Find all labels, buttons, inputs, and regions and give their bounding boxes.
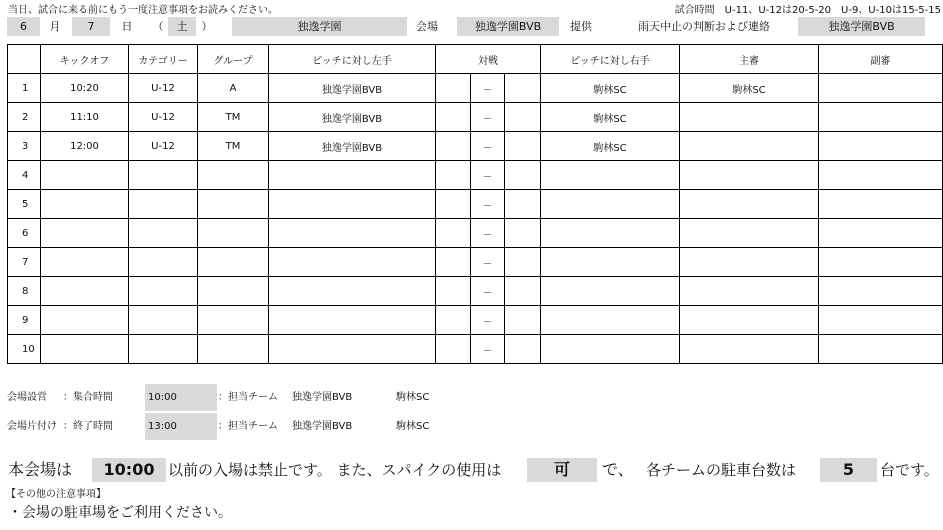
kickoff-cell: 10:20 <box>41 74 129 103</box>
score-left-cell <box>436 132 471 161</box>
table-row <box>8 219 943 248</box>
col-right-team: ピッチに対し右手 <box>541 45 680 74</box>
kickoff-cell <box>41 335 129 364</box>
paren-open: （ <box>152 20 164 33</box>
entry-time: 10:00 <box>92 458 166 482</box>
category-cell <box>129 219 198 248</box>
right-team-cell <box>541 161 680 190</box>
score-left-cell <box>436 103 471 132</box>
rule-part4: 各チームの駐車台数は <box>646 461 797 479</box>
category-cell: U-12 <box>129 132 198 161</box>
kickoff-cell <box>41 248 129 277</box>
group-cell: TM <box>198 132 269 161</box>
score-right-cell <box>505 277 541 306</box>
row-number: 2 <box>8 103 41 132</box>
table-row <box>8 132 943 161</box>
table-row <box>8 190 943 219</box>
referee-cell <box>680 132 819 161</box>
table-row <box>8 306 943 335</box>
col-kickoff: キックオフ <box>41 45 129 74</box>
cleanup-time: 13:00 <box>145 413 217 440</box>
score-left-cell <box>436 74 471 103</box>
score-left-cell <box>436 190 471 219</box>
assistant-cell <box>819 248 943 277</box>
left-team-cell <box>269 219 436 248</box>
score-right-cell <box>505 190 541 219</box>
dash-cell: － <box>471 103 505 132</box>
venue-value: 独逸学園BVB <box>457 17 559 36</box>
right-team-cell <box>541 306 680 335</box>
score-left-cell <box>436 335 471 364</box>
category-cell <box>129 306 198 335</box>
referee-cell <box>680 306 819 335</box>
score-right-cell <box>505 248 541 277</box>
dash-cell: － <box>471 335 505 364</box>
group-cell <box>198 277 269 306</box>
score-left-cell <box>436 277 471 306</box>
dash-cell: － <box>471 248 505 277</box>
referee-cell <box>680 277 819 306</box>
col-assistant: 副審 <box>819 45 943 74</box>
left-team-cell <box>269 277 436 306</box>
organizer-value: 独逸学園 <box>232 17 407 36</box>
day-value: 7 <box>72 17 110 36</box>
dash-cell: － <box>471 277 505 306</box>
right-team-cell <box>541 248 680 277</box>
category-cell <box>129 335 198 364</box>
left-team-cell: 独逸学園BVB <box>269 132 436 161</box>
match-time-info: 試合時間 U-11、U-12は20-5-20 U-9、U-10は15-5-15 <box>674 5 941 16</box>
row-number: 4 <box>8 161 41 190</box>
rule-part1: 本会場は <box>8 460 73 479</box>
rule-part3: で、 <box>602 460 634 479</box>
col-match: 対戦 <box>436 45 541 74</box>
left-team-cell <box>269 190 436 219</box>
left-team-cell: 独逸学園BVB <box>269 74 436 103</box>
dash-cell: － <box>471 74 505 103</box>
setup-team-label: ：担当チーム <box>218 392 278 403</box>
venue-label: 会場 <box>416 20 438 33</box>
kickoff-cell <box>41 190 129 219</box>
group-cell <box>198 335 269 364</box>
group-cell <box>198 306 269 335</box>
cleanup-team-label: ：担当チーム <box>218 421 278 432</box>
category-cell <box>129 190 198 219</box>
right-team-cell: 駒林SC <box>541 132 680 161</box>
referee-cell <box>680 161 819 190</box>
setup-team1: 独逸学園BVB <box>292 392 353 403</box>
category-cell <box>129 248 198 277</box>
left-team-cell <box>269 335 436 364</box>
score-right-cell <box>505 306 541 335</box>
left-team-cell: 独逸学園BVB <box>269 103 436 132</box>
cleanup-time-label: ：終了時間 <box>63 421 113 432</box>
right-team-cell <box>541 277 680 306</box>
score-left-cell <box>436 219 471 248</box>
dash-cell: － <box>471 306 505 335</box>
rain-contact-value: 独逸学園BVB <box>798 17 925 36</box>
right-team-cell <box>541 335 680 364</box>
category-cell <box>129 161 198 190</box>
referee-cell <box>680 190 819 219</box>
entry-rules <box>8 458 943 482</box>
header-row <box>0 17 943 36</box>
left-team-cell <box>269 161 436 190</box>
assistant-cell <box>819 161 943 190</box>
table-header-row <box>8 45 943 74</box>
day-label: 日 <box>121 20 133 33</box>
group-cell <box>198 161 269 190</box>
col-no <box>8 45 41 74</box>
row-number: 10 <box>8 335 41 364</box>
cleanup-team2: 駒林SC <box>396 421 430 432</box>
assistant-cell <box>819 277 943 306</box>
other-notes-title: 【その他の注意事項】 <box>6 489 106 500</box>
notice-text: 当日、試合に来る前にもう一度注意事項をお読みください。 <box>8 5 278 16</box>
dash-cell: － <box>471 161 505 190</box>
dash-cell: － <box>471 219 505 248</box>
row-number: 1 <box>8 74 41 103</box>
referee-cell <box>680 103 819 132</box>
category-cell: U-12 <box>129 103 198 132</box>
cleanup-row <box>7 413 942 440</box>
assistant-cell <box>819 219 943 248</box>
assistant-cell <box>819 103 943 132</box>
paren-close: ） <box>201 20 213 33</box>
score-right-cell <box>505 335 541 364</box>
assistant-cell <box>819 335 943 364</box>
col-referee: 主審 <box>680 45 819 74</box>
provider-label: 提供 <box>570 20 592 33</box>
rule-part5: 台です。 <box>880 461 939 479</box>
left-team-cell <box>269 248 436 277</box>
row-number: 9 <box>8 306 41 335</box>
right-team-cell <box>541 219 680 248</box>
right-team-cell: 駒林SC <box>541 74 680 103</box>
cleanup-label: 会場片付け <box>7 421 57 432</box>
kickoff-cell <box>41 306 129 335</box>
table-row <box>8 248 943 277</box>
score-right-cell <box>505 132 541 161</box>
setup-team2: 駒林SC <box>396 392 430 403</box>
setup-time-label: ：集合時間 <box>63 392 113 403</box>
table-row <box>8 277 943 306</box>
month-label: 月 <box>49 20 61 33</box>
rain-label: 雨天中止の判断および連絡 <box>638 20 770 33</box>
referee-cell <box>680 335 819 364</box>
schedule-table <box>7 44 943 364</box>
kickoff-cell: 12:00 <box>41 132 129 161</box>
parking-count: 5 <box>820 458 877 482</box>
assistant-cell <box>819 190 943 219</box>
category-cell <box>129 277 198 306</box>
kickoff-cell <box>41 219 129 248</box>
weekday-value: 土 <box>168 17 196 36</box>
referee-cell <box>680 219 819 248</box>
group-cell: A <box>198 74 269 103</box>
group-cell <box>198 248 269 277</box>
row-number: 7 <box>8 248 41 277</box>
table-row <box>8 335 943 364</box>
table-row <box>8 74 943 103</box>
row-number: 3 <box>8 132 41 161</box>
rule-part2: 以前の入場は禁止です。 また、スパイクの使用は <box>168 461 502 479</box>
right-team-cell <box>541 190 680 219</box>
row-number: 8 <box>8 277 41 306</box>
score-right-cell <box>505 74 541 103</box>
table-row <box>8 103 943 132</box>
assistant-cell <box>819 132 943 161</box>
kickoff-cell <box>41 161 129 190</box>
setup-time: 10:00 <box>145 384 217 411</box>
table-row <box>8 161 943 190</box>
group-cell: TM <box>198 103 269 132</box>
cleanup-team1: 独逸学園BVB <box>292 421 353 432</box>
group-cell <box>198 219 269 248</box>
col-category: カテゴリー <box>129 45 198 74</box>
col-group: グループ <box>198 45 269 74</box>
spike-allowed: 可 <box>527 458 597 482</box>
score-right-cell <box>505 103 541 132</box>
assistant-cell <box>819 306 943 335</box>
assistant-cell <box>819 74 943 103</box>
row-number: 5 <box>8 190 41 219</box>
right-team-cell: 駒林SC <box>541 103 680 132</box>
score-left-cell <box>436 306 471 335</box>
score-right-cell <box>505 219 541 248</box>
score-right-cell <box>505 161 541 190</box>
kickoff-cell <box>41 277 129 306</box>
dash-cell: － <box>471 132 505 161</box>
score-left-cell <box>436 161 471 190</box>
setup-label: 会場設営 <box>7 392 47 403</box>
referee-cell: 駒林SC <box>680 74 819 103</box>
note-parking: ・会場の駐車場をご利用ください。 <box>8 505 232 521</box>
month-value: 6 <box>7 17 40 36</box>
left-team-cell <box>269 306 436 335</box>
row-number: 6 <box>8 219 41 248</box>
col-left-team: ピッチに対し左手 <box>269 45 436 74</box>
kickoff-cell: 11:10 <box>41 103 129 132</box>
referee-cell <box>680 248 819 277</box>
dash-cell: － <box>471 190 505 219</box>
category-cell: U-12 <box>129 74 198 103</box>
score-left-cell <box>436 248 471 277</box>
group-cell <box>198 190 269 219</box>
setup-row <box>7 384 942 411</box>
